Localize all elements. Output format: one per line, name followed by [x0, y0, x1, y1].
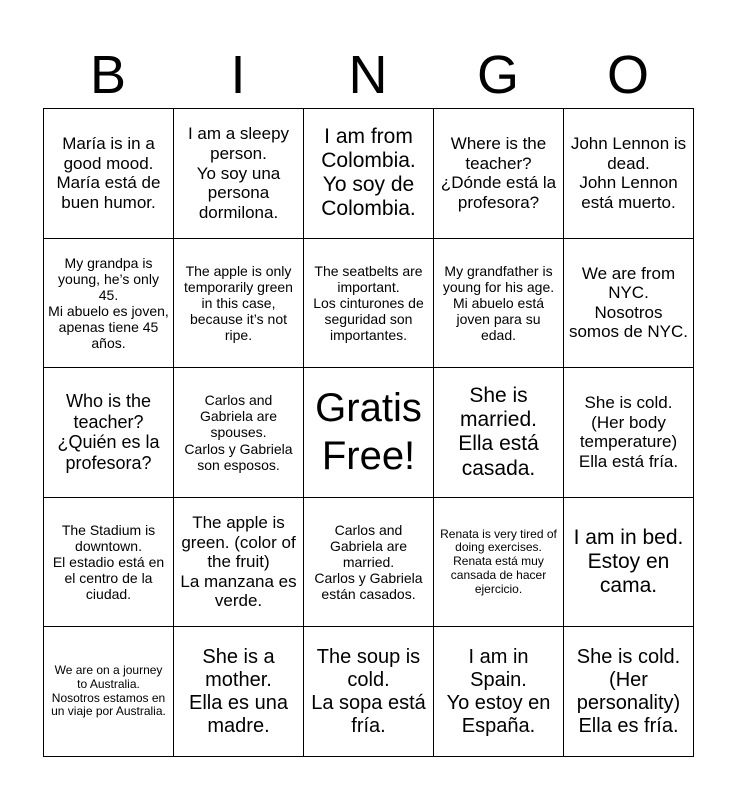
- bingo-cell[interactable]: [434, 239, 564, 369]
- bingo-cell[interactable]: [44, 498, 174, 628]
- bingo-cell[interactable]: [174, 109, 304, 239]
- bingo-card-grid: [43, 108, 694, 757]
- bingo-cell-text: Carlos and Gabriela are spouses. Carlos y Gabriela son esposos.: [184, 392, 293, 473]
- bingo-cell[interactable]: [44, 627, 174, 757]
- bingo-cell[interactable]: [434, 627, 564, 757]
- bingo-cell[interactable]: [434, 368, 564, 498]
- bingo-cell[interactable]: [564, 627, 694, 757]
- bingo-cell-text: I am in bed. Estoy en cama.: [573, 525, 684, 598]
- header-letter-n: N: [348, 45, 388, 105]
- header-letter-i: I: [230, 45, 246, 105]
- bingo-cell[interactable]: [44, 239, 174, 369]
- bingo-cell-text: She is cold. (Her body temperature) Ella está fría.: [578, 393, 679, 472]
- bingo-cell-text: We are from NYC. Nosotros somos de NYC.: [568, 263, 689, 342]
- bingo-cell[interactable]: [304, 109, 434, 239]
- header-letter-b: B: [89, 45, 127, 105]
- bingo-cell-text: María is in a good mood. María está de buen humor.: [56, 134, 161, 212]
- bingo-cell[interactable]: [174, 627, 304, 757]
- bingo-cell[interactable]: [434, 498, 564, 628]
- bingo-cell[interactable]: [564, 109, 694, 239]
- bingo-cell-text: I am a sleepy person. Yo soy una persona dormilona.: [187, 124, 290, 222]
- bingo-cell[interactable]: [304, 627, 434, 757]
- bingo-cell-text: John Lennon is dead. John Lennon está muerto.: [570, 134, 687, 212]
- bingo-cell[interactable]: [564, 498, 694, 628]
- bingo-cell-text: She is cold. (Her personality) Ella es fría.: [576, 645, 681, 737]
- bingo-cell-text: Where is the teacher? ¿Dónde está la profesora?: [440, 134, 557, 212]
- bingo-cell[interactable]: [174, 368, 304, 498]
- bingo-cell-text: Who is the teacher? ¿Quién es la profesora?: [57, 391, 160, 474]
- bingo-cell[interactable]: [174, 498, 304, 628]
- header-letter-o: O: [606, 45, 649, 105]
- bingo-cell[interactable]: [44, 109, 174, 239]
- bingo-cell-text: She is married. Ella está casada.: [458, 384, 539, 480]
- bingo-cell[interactable]: [564, 368, 694, 498]
- bingo-cell-text: The apple is green. (color of the fruit) La manzana es verde.: [180, 513, 297, 611]
- bingo-cell-text: We are on a journey to Australia. Nosotros estamos en un viaje por Australia.: [51, 663, 166, 719]
- bingo-cell-text: The soup is cold. La sopa está fría.: [311, 645, 426, 737]
- bingo-header: [43, 40, 693, 110]
- free-space-cell[interactable]: [304, 368, 434, 498]
- bingo-cell[interactable]: [174, 239, 304, 369]
- bingo-cell-text: I am from Colombia. Yo soy de Colombia.: [321, 125, 416, 221]
- bingo-cell[interactable]: [304, 498, 434, 628]
- bingo-cell-text: The apple is only temporarily green in this case, because it’s not ripe.: [184, 262, 293, 344]
- bingo-cell-text: The seatbelts are important. Los cinturones de seguridad son importantes.: [313, 262, 424, 344]
- bingo-cell[interactable]: [304, 239, 434, 369]
- header-letter-g: G: [476, 45, 519, 105]
- bingo-cell-text: Renata is very tired of doing exercises. Renata está muy cansada de hacer ejercicio.: [440, 526, 557, 596]
- bingo-cell-text: I am in Spain. Yo estoy en España.: [446, 645, 551, 737]
- bingo-cell[interactable]: [564, 239, 694, 369]
- bingo-cell-text: The Stadium is downtown. El estadio está en el centro de la ciudad.: [52, 521, 165, 603]
- bingo-cell-text: My grandpa is young, he’s only 45. Mi abuelo es joven, apenas tiene 45 años.: [48, 254, 169, 352]
- bingo-cell[interactable]: [44, 368, 174, 498]
- bingo-cell-text: Gratis Free!: [315, 386, 422, 479]
- bingo-cell[interactable]: [434, 109, 564, 239]
- bingo-cell-text: She is a mother. Ella es una madre.: [189, 645, 288, 737]
- bingo-cell-text: Carlos and Gabriela are married. Carlos y Gabriela están casados.: [314, 521, 423, 603]
- bingo-cell-text: My grandfather is young for his age. Mi abuelo está joven para su edad.: [442, 262, 555, 344]
